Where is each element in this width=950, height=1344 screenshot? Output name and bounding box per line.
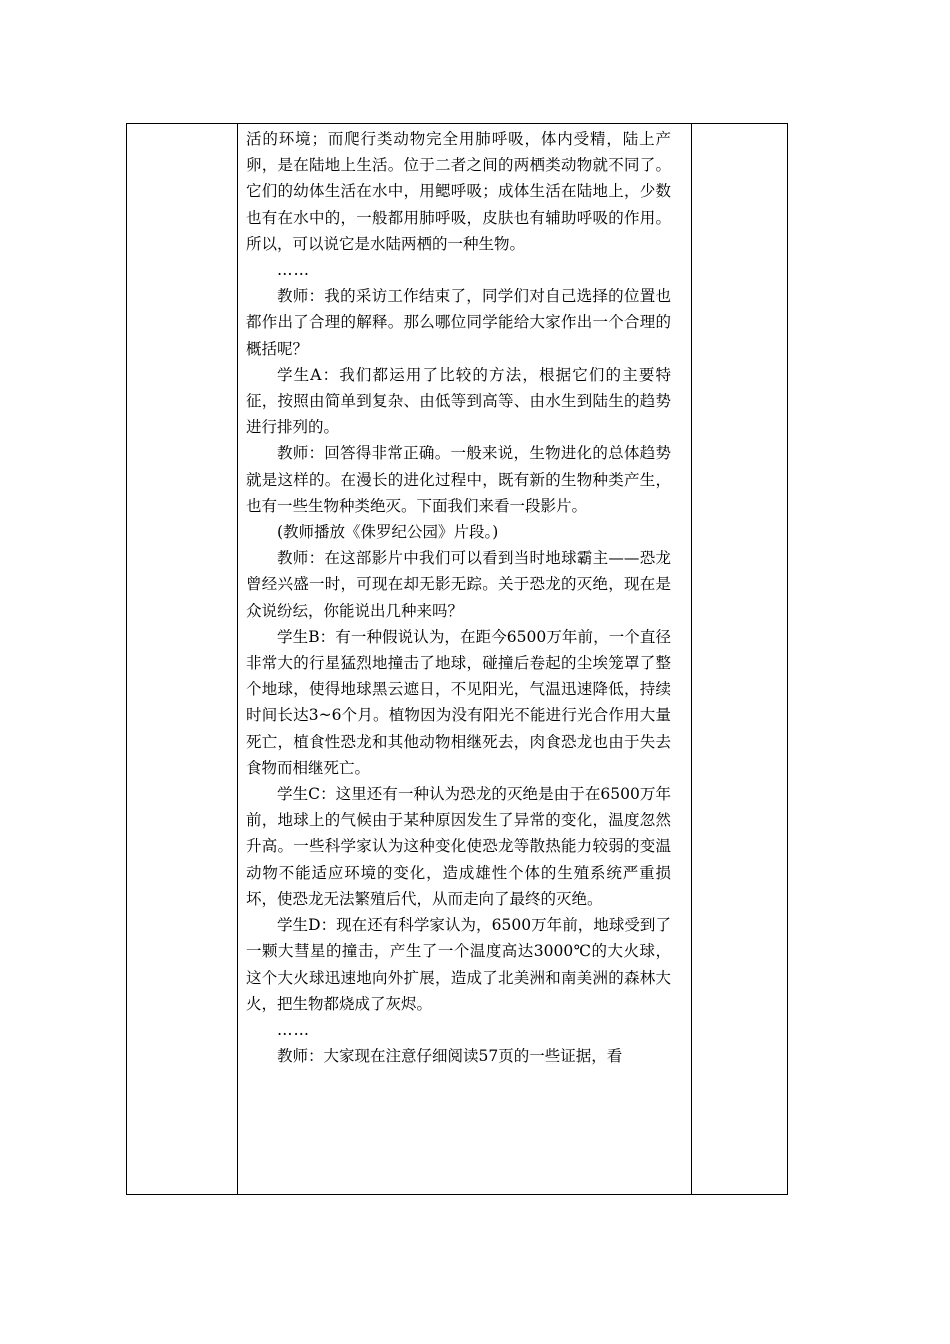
right-column-cell	[692, 124, 787, 1194]
paragraph-student-c: 学生C：这里还有一种认为恐龙的灭绝是由于在6500万年前，地球上的气候由于某种原因发生了异常的变化，温度忽然升高。一些科学家认为这种变化使恐龙等散热能力较弱的变温动物不能适应环境的变化，造成雄性个体的生殖系统严重损坏，使恐龙无法繁殖后代，从而走向了最终的灭绝。	[246, 785, 671, 908]
left-column-cell	[127, 124, 237, 1194]
main-content-cell	[237, 124, 692, 1194]
paragraph-student-a: 学生A：我们都运用了比较的方法，根据它们的主要特征，按照由简单到复杂、由低等到高等、由水生到陆生的趋势进行排列的。	[246, 365, 671, 437]
paragraph-ellipsis: ……	[277, 1020, 310, 1039]
paragraph-teacher: 教师：回答得非常正确。一般来说，生物进化的总体趋势就是这样的。在漫长的进化过程中，既有新的生物种类产生，也有一些生物种类绝灭。下面我们来看一段影片。	[246, 444, 671, 515]
lesson-text	[246, 126, 671, 1069]
paragraph-stage-direction: (教师播放《侏罗纪公园》片段。)	[277, 523, 499, 542]
lesson-table	[126, 123, 788, 1195]
paragraph-teacher: 教师：在这部影片中我们可以看到当时地球霸主——恐龙曾经兴盛一时，可现在却无影无踪。关于恐龙的灭绝，现在是众说纷纭，你能说出几种来吗？	[246, 549, 671, 620]
paragraph-continuation: 活的环境；而爬行类动物完全用肺呼吸，体内受精，陆上产卵，是在陆地上生活。位于二者之间的两栖类动物就不同了。它们的幼体生活在水中，用鳃呼吸；成体生活在陆地上，少数也有在水中的，一般都用肺呼吸，皮肤也有辅助呼吸的作用。所以，可以说它是水陆两栖的一种生物。	[246, 130, 671, 253]
paragraph-student-b: 学生B：有一种假说认为，在距今6500万年前，一个直径非常大的行星猛烈地撞击了地球，碰撞后卷起的尘埃笼罩了整个地球，使得地球黑云遮日，不见阳光，气温迅速降低，持续时间长达3~6个月。植物因为没有阳光不能进行光合作用大量死亡，植食性恐龙和其他动物相继死去，肉食恐龙也由于失去食物而相继死亡。	[246, 627, 671, 777]
paragraph-ellipsis: ……	[277, 261, 310, 280]
paragraph-teacher: 教师：我的采访工作结束了，同学们对自己选择的位置也都作出了合理的解释。那么哪位同学能给大家作出一个合理的概括呢？	[246, 287, 671, 358]
paragraph-student-d: 学生D：现在还有科学家认为，6500万年前，地球受到了一颗大彗星的撞击，产生了一个温度高达3000℃的大火球，这个大火球迅速地向外扩展，造成了北美洲和南美洲的森林大火，把生物都烧成了灰烬。	[246, 916, 671, 1013]
paragraph-teacher: 教师：大家现在注意仔细阅读57页的一些证据，看	[277, 1047, 623, 1066]
